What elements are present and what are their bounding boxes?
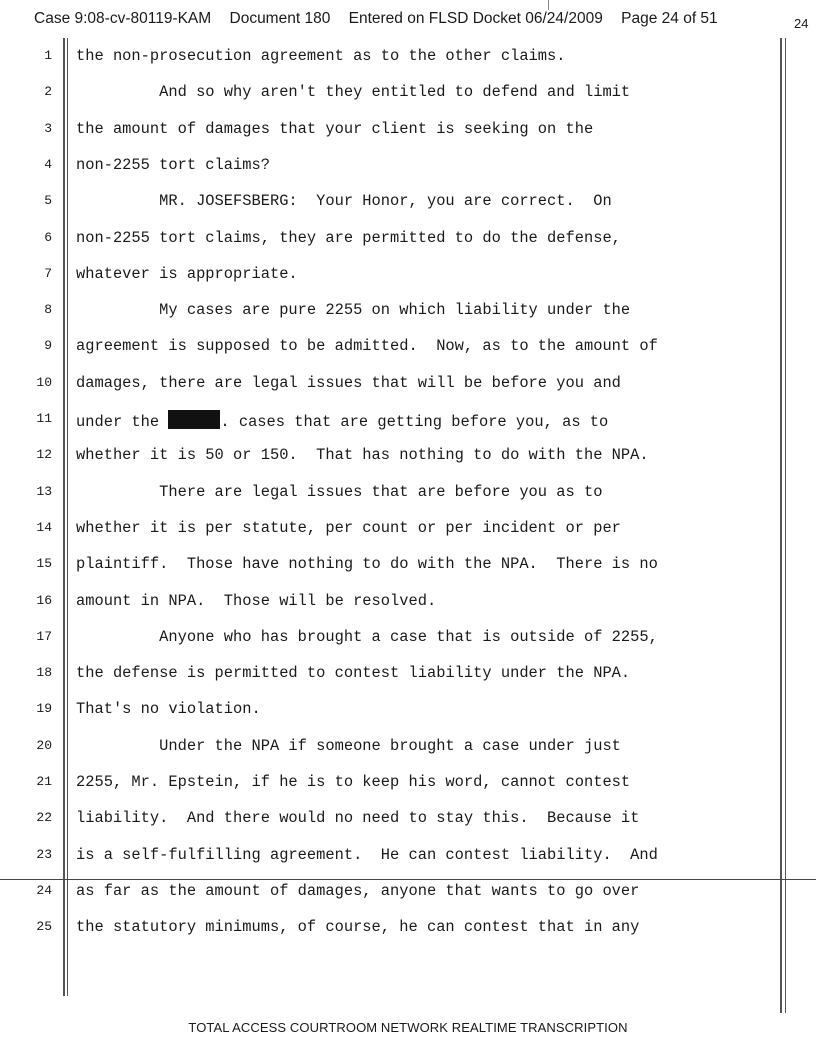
line-text bbox=[76, 83, 630, 101]
line-text bbox=[76, 882, 639, 900]
line-number: 4 bbox=[44, 156, 52, 172]
line-text-segment: as far as the amount of damages, anyone that wants to go over bbox=[76, 881, 640, 900]
line-text-segment: 2255, Mr. Epstein, if he is to keep his word, cannot contest bbox=[76, 773, 631, 791]
transcript-line bbox=[0, 483, 816, 519]
line-text-segment: My cases are pure 2255 on which liability under the bbox=[76, 301, 631, 320]
line-text-segment: . cases that are getting before you, as to bbox=[220, 413, 609, 431]
transcript-footer: TOTAL ACCESS COURTROOM NETWORK REALTIME TRANSCRIPTION bbox=[188, 1020, 628, 1035]
line-number: 20 bbox=[36, 737, 52, 753]
line-text-segment: the non-prosecution agreement as to the other claims. bbox=[76, 47, 566, 65]
line-text-segment: non-2255 tort claims? bbox=[76, 155, 270, 174]
line-text bbox=[76, 628, 658, 646]
line-text-segment: the amount of damages that your client is seeking on the bbox=[76, 119, 594, 138]
line-number: 23 bbox=[36, 846, 52, 862]
line-number: 14 bbox=[36, 519, 52, 535]
line-text bbox=[76, 265, 298, 283]
transcript-line bbox=[0, 192, 816, 228]
line-text bbox=[76, 120, 593, 138]
line-number: 2 bbox=[44, 84, 52, 100]
transcript-line bbox=[0, 410, 816, 446]
transcript-line bbox=[0, 555, 816, 591]
line-number: 13 bbox=[36, 483, 52, 499]
transcript-line bbox=[0, 301, 816, 337]
transcript-line bbox=[0, 664, 816, 700]
line-text bbox=[76, 918, 639, 936]
transcript-line bbox=[0, 918, 816, 954]
line-text bbox=[76, 555, 658, 573]
line-number: 22 bbox=[36, 810, 52, 826]
transcript-line bbox=[0, 337, 816, 373]
line-text bbox=[76, 592, 436, 610]
line-text-segment: non-2255 tort claims, they are permitted to do the defense, bbox=[76, 228, 621, 247]
line-text-segment: Under the NPA if someone brought a case under just bbox=[76, 736, 621, 755]
transcript-line bbox=[0, 882, 816, 918]
line-text-segment: the defense is permitted to contest liability under the NPA. bbox=[76, 664, 631, 683]
docket-header bbox=[34, 10, 816, 40]
line-number: 9 bbox=[44, 338, 52, 354]
line-number: 1 bbox=[44, 48, 52, 63]
line-number: 6 bbox=[44, 229, 52, 245]
line-text bbox=[76, 301, 630, 319]
line-text-segment: There are legal issues that are before you as to bbox=[76, 482, 603, 501]
line-number: 25 bbox=[36, 919, 52, 935]
transcript-line bbox=[0, 592, 816, 628]
line-text bbox=[76, 156, 270, 174]
line-text-segment: plaintiff. Those have nothing to do with the NPA. There is no bbox=[76, 555, 658, 574]
line-number: 15 bbox=[36, 556, 52, 572]
case-number: Case 9:08-cv-80119-KAM bbox=[34, 10, 212, 27]
line-text bbox=[76, 374, 621, 392]
line-number: 16 bbox=[36, 592, 52, 608]
transcript-line bbox=[0, 47, 816, 83]
line-text bbox=[76, 809, 639, 827]
transcript-line bbox=[0, 120, 816, 156]
line-number: 21 bbox=[36, 774, 52, 789]
transcript-line bbox=[0, 628, 816, 664]
line-text-segment: Anyone who has brought a case that is outside of 2255, bbox=[76, 627, 658, 646]
line-text bbox=[76, 47, 566, 65]
transcript-page-number: 24 bbox=[794, 16, 809, 31]
line-text bbox=[76, 229, 621, 247]
line-number: 10 bbox=[36, 374, 52, 390]
transcript-line bbox=[0, 265, 816, 301]
transcript-line bbox=[0, 737, 816, 773]
line-number: 11 bbox=[36, 411, 52, 426]
line-text-segment: amount in NPA. Those will be resolved. bbox=[76, 591, 437, 610]
line-text-segment: liability. And there would no need to stay this. Because it bbox=[76, 809, 640, 828]
line-text-segment: agreement is supposed to be admitted. Now, as to the amount of bbox=[76, 337, 658, 356]
docket-entry-date: Entered on FLSD Docket 06/24/2009 bbox=[348, 10, 603, 27]
transcript-line bbox=[0, 519, 816, 555]
line-text bbox=[76, 846, 658, 864]
line-text-segment: And so why aren't they entitled to defend and limit bbox=[76, 83, 631, 102]
line-text bbox=[76, 483, 602, 501]
line-number: 8 bbox=[44, 302, 52, 318]
redaction-block bbox=[168, 410, 220, 429]
transcript-line bbox=[0, 156, 816, 192]
transcript-line bbox=[0, 773, 816, 809]
line-number: 12 bbox=[36, 447, 52, 463]
line-text bbox=[76, 664, 630, 682]
line-text-segment: That's no violation. bbox=[76, 700, 261, 719]
line-number: 24 bbox=[36, 882, 52, 898]
strike-through-line bbox=[0, 879, 816, 880]
line-text-segment: under the bbox=[76, 413, 169, 431]
line-text bbox=[76, 773, 630, 791]
transcript-line bbox=[0, 374, 816, 410]
page-count: Page 24 of 51 bbox=[621, 10, 718, 27]
document-number: Document 180 bbox=[229, 10, 331, 27]
line-text bbox=[76, 519, 621, 537]
scan-mark bbox=[548, 0, 549, 10]
line-text-segment: is a self-fulfilling agreement. He can contest liability. And bbox=[76, 845, 658, 864]
transcript-line bbox=[0, 229, 816, 265]
line-number: 17 bbox=[36, 628, 52, 644]
transcript-line bbox=[0, 809, 816, 845]
transcript-line bbox=[0, 700, 816, 736]
line-text-segment: damages, there are legal issues that will be before you and bbox=[76, 373, 621, 392]
line-text bbox=[76, 700, 261, 718]
line-number: 18 bbox=[36, 665, 52, 681]
transcript-line bbox=[0, 446, 816, 482]
line-number: 7 bbox=[44, 265, 52, 281]
line-number: 3 bbox=[44, 120, 52, 136]
line-text bbox=[76, 337, 658, 355]
line-text bbox=[76, 192, 612, 210]
transcript-line bbox=[0, 846, 816, 882]
line-text-segment: whether it is 50 or 150. That has nothing to do with the NPA. bbox=[76, 446, 649, 465]
transcript-line bbox=[0, 83, 816, 119]
line-text bbox=[76, 446, 649, 464]
line-text-segment: the statutory minimums, of course, he can contest that in any bbox=[76, 918, 640, 937]
line-text bbox=[76, 410, 608, 431]
line-text-segment: whether it is per statute, per count or per incident or per bbox=[76, 518, 621, 537]
line-text bbox=[76, 737, 621, 755]
line-text-segment: whatever is appropriate. bbox=[76, 264, 298, 283]
line-number: 19 bbox=[36, 701, 52, 717]
line-text-segment: MR. JOSEFSBERG: Your Honor, you are correct. On bbox=[76, 192, 612, 211]
line-number: 5 bbox=[44, 193, 52, 209]
